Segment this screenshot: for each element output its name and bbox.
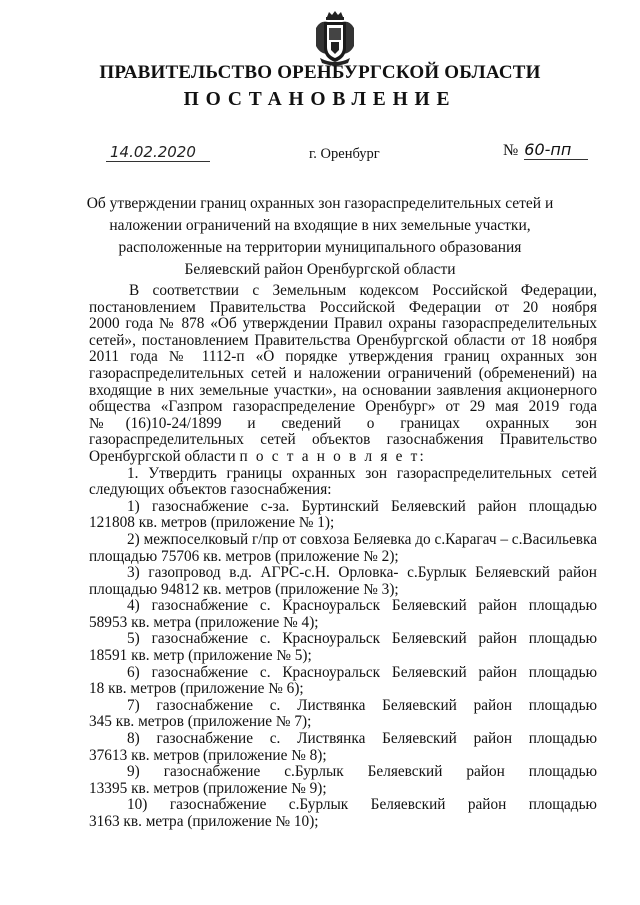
clause-line: 1. Утвердить границы охранных зон газораспределительных сетей	[127, 464, 597, 482]
preamble-line: газораспределительных сетей и наложении ограничений (обременений) на	[89, 364, 597, 382]
item-line: 9) газоснабжение с.Бурлык Беляевский район площадью	[127, 763, 597, 781]
item-line: 3) газопровод в.д. АГРС-с.Н. Орловка- с.Бурлык Беляевский район	[127, 564, 597, 582]
item-line: 18 кв. метров (приложение № 6);	[89, 680, 304, 698]
preamble-last-text: Оренбургской области	[89, 447, 236, 465]
resolves-word: п о с т а н о в л я е т:	[239, 447, 426, 465]
item-line: 58953 кв. метра (приложение № 4);	[89, 613, 319, 631]
item-line: 8) газоснабжение с. Листвянка Беляевский район площадью	[127, 730, 597, 748]
item-line: 345 кв. метров (приложение № 7);	[89, 713, 312, 731]
number-value: 60-пп	[524, 141, 588, 160]
preamble-line: сетей», постановлением Правительства Оренбургской области от 18 ноября	[89, 331, 597, 349]
preamble-line: постановлением Правительства Российской Федерации от 20 ноября	[89, 298, 597, 316]
preamble-line: В соответствии с Земельным кодексом Российской Федерации,	[129, 282, 597, 299]
item-line: 13395 кв. метров (приложение № 9);	[89, 779, 327, 797]
item-line: 37613 кв. метров (приложение № 8);	[89, 746, 327, 764]
clause-line: следующих объектов газоснабжения:	[89, 481, 332, 499]
subject-line: Об утверждении границ охранных зон газораспределительных сетей и	[86, 195, 554, 212]
item-line: 4) газоснабжение с. Красноуральск Беляевский район площадью	[127, 597, 597, 615]
document-date: 14.02.2020	[106, 143, 210, 162]
item-line: площадью 75706 кв. метров (приложение № 2);	[89, 547, 399, 565]
item-line: 7) газоснабжение с. Листвянка Беляевский район площадью	[127, 696, 597, 714]
document-body	[89, 283, 597, 831]
item-line: 10) газоснабжение с.Бурлык Беляевский район площадью	[127, 796, 597, 814]
document-city: г. Оренбург	[309, 146, 380, 162]
document-subject	[40, 193, 600, 281]
government-title: ПРАВИТЕЛЬСТВО ОРЕНБУРГСКОЙ ОБЛАСТИ	[99, 62, 541, 83]
preamble-line: общества «Газпром газораспределение Оренбург» от 29 мая 2019 года	[89, 398, 597, 416]
subject-line: Беляевский район Оренбургской области	[184, 261, 456, 278]
item-line: 121808 кв. метров (приложение № 1);	[89, 514, 335, 532]
subject-line: наложении ограничений на входящие в них земельные участки,	[109, 217, 531, 234]
item-line: 6) газоснабжение с. Красноуральск Беляевский район площадью	[127, 663, 597, 681]
number-sign: №	[503, 142, 519, 159]
item-line: 18591 кв. метр (приложение № 5);	[89, 647, 312, 665]
item-line: 2) межпоселковый г/пр от совхоза Беляевка до с.Карагач – с.Васильевка	[127, 530, 598, 548]
preamble-line: 2011 года № 1112-п «О порядке утверждения границ охранных зон	[89, 348, 597, 366]
item-line: 1) газоснабжение с-за. Буртинский Беляевский район площадью	[127, 497, 597, 515]
preamble-line	[89, 449, 597, 466]
document-type-title: ПОСТАНОВЛЕНИЕ	[183, 89, 457, 110]
item-line: 3163 кв. метра (приложение № 10);	[89, 813, 319, 830]
preamble-line: №(16)10-24/1899 и сведений о границах охранных зон	[89, 414, 597, 432]
item-line: 5) газоснабжение с. Красноуральск Беляевский район площадью	[127, 630, 597, 648]
subject-line: расположенные на территории муниципального образования	[118, 239, 522, 256]
preamble-line: 2000 года № 878 «Об утверждении Правил охраны газораспределительных	[89, 315, 597, 333]
item-line: площадью 94812 кв. метров (приложение № 3);	[89, 580, 399, 598]
coat-of-arms-icon	[314, 10, 356, 66]
preamble-line: входящие в них земельные участки», на основании заявления акционерного	[89, 381, 597, 399]
preamble-line: газораспределительных сетей объектов газоснабжения Правительство	[89, 431, 597, 449]
document-number	[503, 141, 588, 160]
